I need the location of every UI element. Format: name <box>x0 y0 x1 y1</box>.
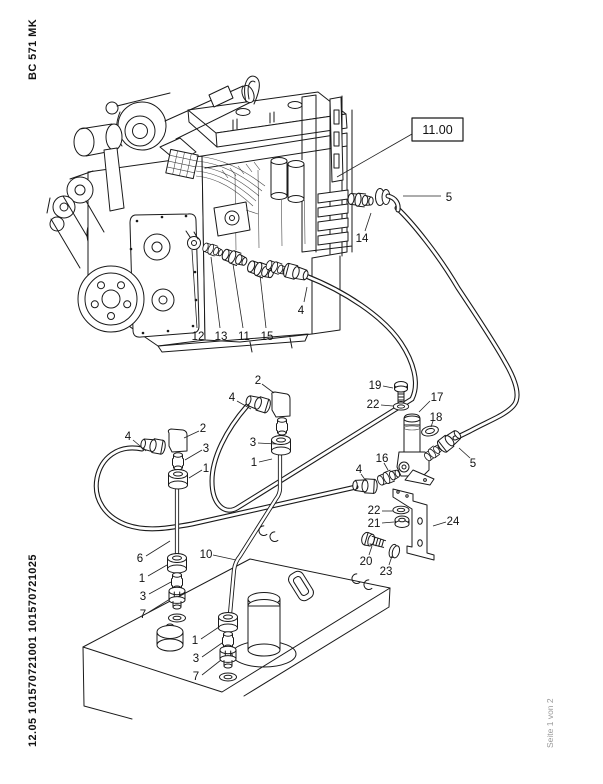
document-code-bottom: 12.05 101570721001 101570721025 <box>27 554 39 747</box>
callout-leader <box>383 386 393 388</box>
callout-label: 22 <box>366 399 380 411</box>
callout-label: 13 <box>214 331 228 343</box>
left-elbow-assembly <box>140 429 188 489</box>
callout-label: 1 <box>250 457 258 469</box>
callout-leader <box>185 450 202 460</box>
document-code-top: BC 571 MK <box>27 18 39 80</box>
callout-leader <box>382 522 394 523</box>
callout-label: 5 <box>469 458 477 470</box>
callout-label: 10 <box>199 549 213 561</box>
callout-label: 3 <box>202 443 210 455</box>
callout-label: 19 <box>368 380 382 392</box>
callout-label: 22 <box>367 505 381 517</box>
callout-label: 14 <box>355 233 369 245</box>
reference-box-label: 11.00 <box>422 123 453 137</box>
reference-box <box>337 118 463 177</box>
callout-label: 11 <box>238 331 250 343</box>
callout-label: 2 <box>254 375 262 387</box>
callout-label: 24 <box>446 516 460 528</box>
callout-label: 3 <box>192 653 200 665</box>
callout-label: 4 <box>228 392 236 404</box>
callout-leader <box>369 546 372 555</box>
hydraulic-tank-illustration <box>83 526 390 719</box>
callout-label: 3 <box>139 591 147 603</box>
hose-5 <box>397 208 517 438</box>
callout-label: 4 <box>355 464 363 476</box>
callout-label: 16 <box>375 453 389 465</box>
callout-label: 15 <box>260 331 274 343</box>
callout-leader <box>433 522 446 526</box>
callout-label: 1 <box>202 463 210 475</box>
callout-label: 2 <box>199 423 207 435</box>
callout-label: 1 <box>191 635 199 647</box>
callout-leader <box>459 448 470 458</box>
callout-label: 3 <box>249 437 257 449</box>
callout-leader <box>213 555 236 560</box>
callout-label: 7 <box>192 671 200 683</box>
callout-label: 1 <box>138 573 146 585</box>
engine-illustration <box>47 76 352 352</box>
callout-leader <box>189 470 202 478</box>
callout-leader <box>148 565 167 576</box>
callout-label: 5 <box>445 192 453 204</box>
callout-leader <box>149 582 171 594</box>
callout-leader <box>419 401 430 412</box>
callout-label: 4 <box>124 431 132 443</box>
callout-label: 4 <box>297 305 305 317</box>
callout-leader <box>262 384 274 393</box>
callout-leader <box>259 459 272 462</box>
callout-label: 23 <box>379 566 393 578</box>
callout-label: 6 <box>136 553 144 565</box>
callout-leader <box>381 405 393 406</box>
callout-label: 18 <box>429 412 443 424</box>
callout-label: 7 <box>139 609 147 621</box>
callout-label: 17 <box>430 392 444 404</box>
callout-label: 21 <box>367 518 381 530</box>
callout-leader <box>146 541 170 556</box>
callout-label: 20 <box>359 556 373 568</box>
callout-label: 12 <box>191 331 205 343</box>
page-indicator: Seite 1 von 2 <box>545 698 555 748</box>
callout-leader <box>365 213 371 231</box>
